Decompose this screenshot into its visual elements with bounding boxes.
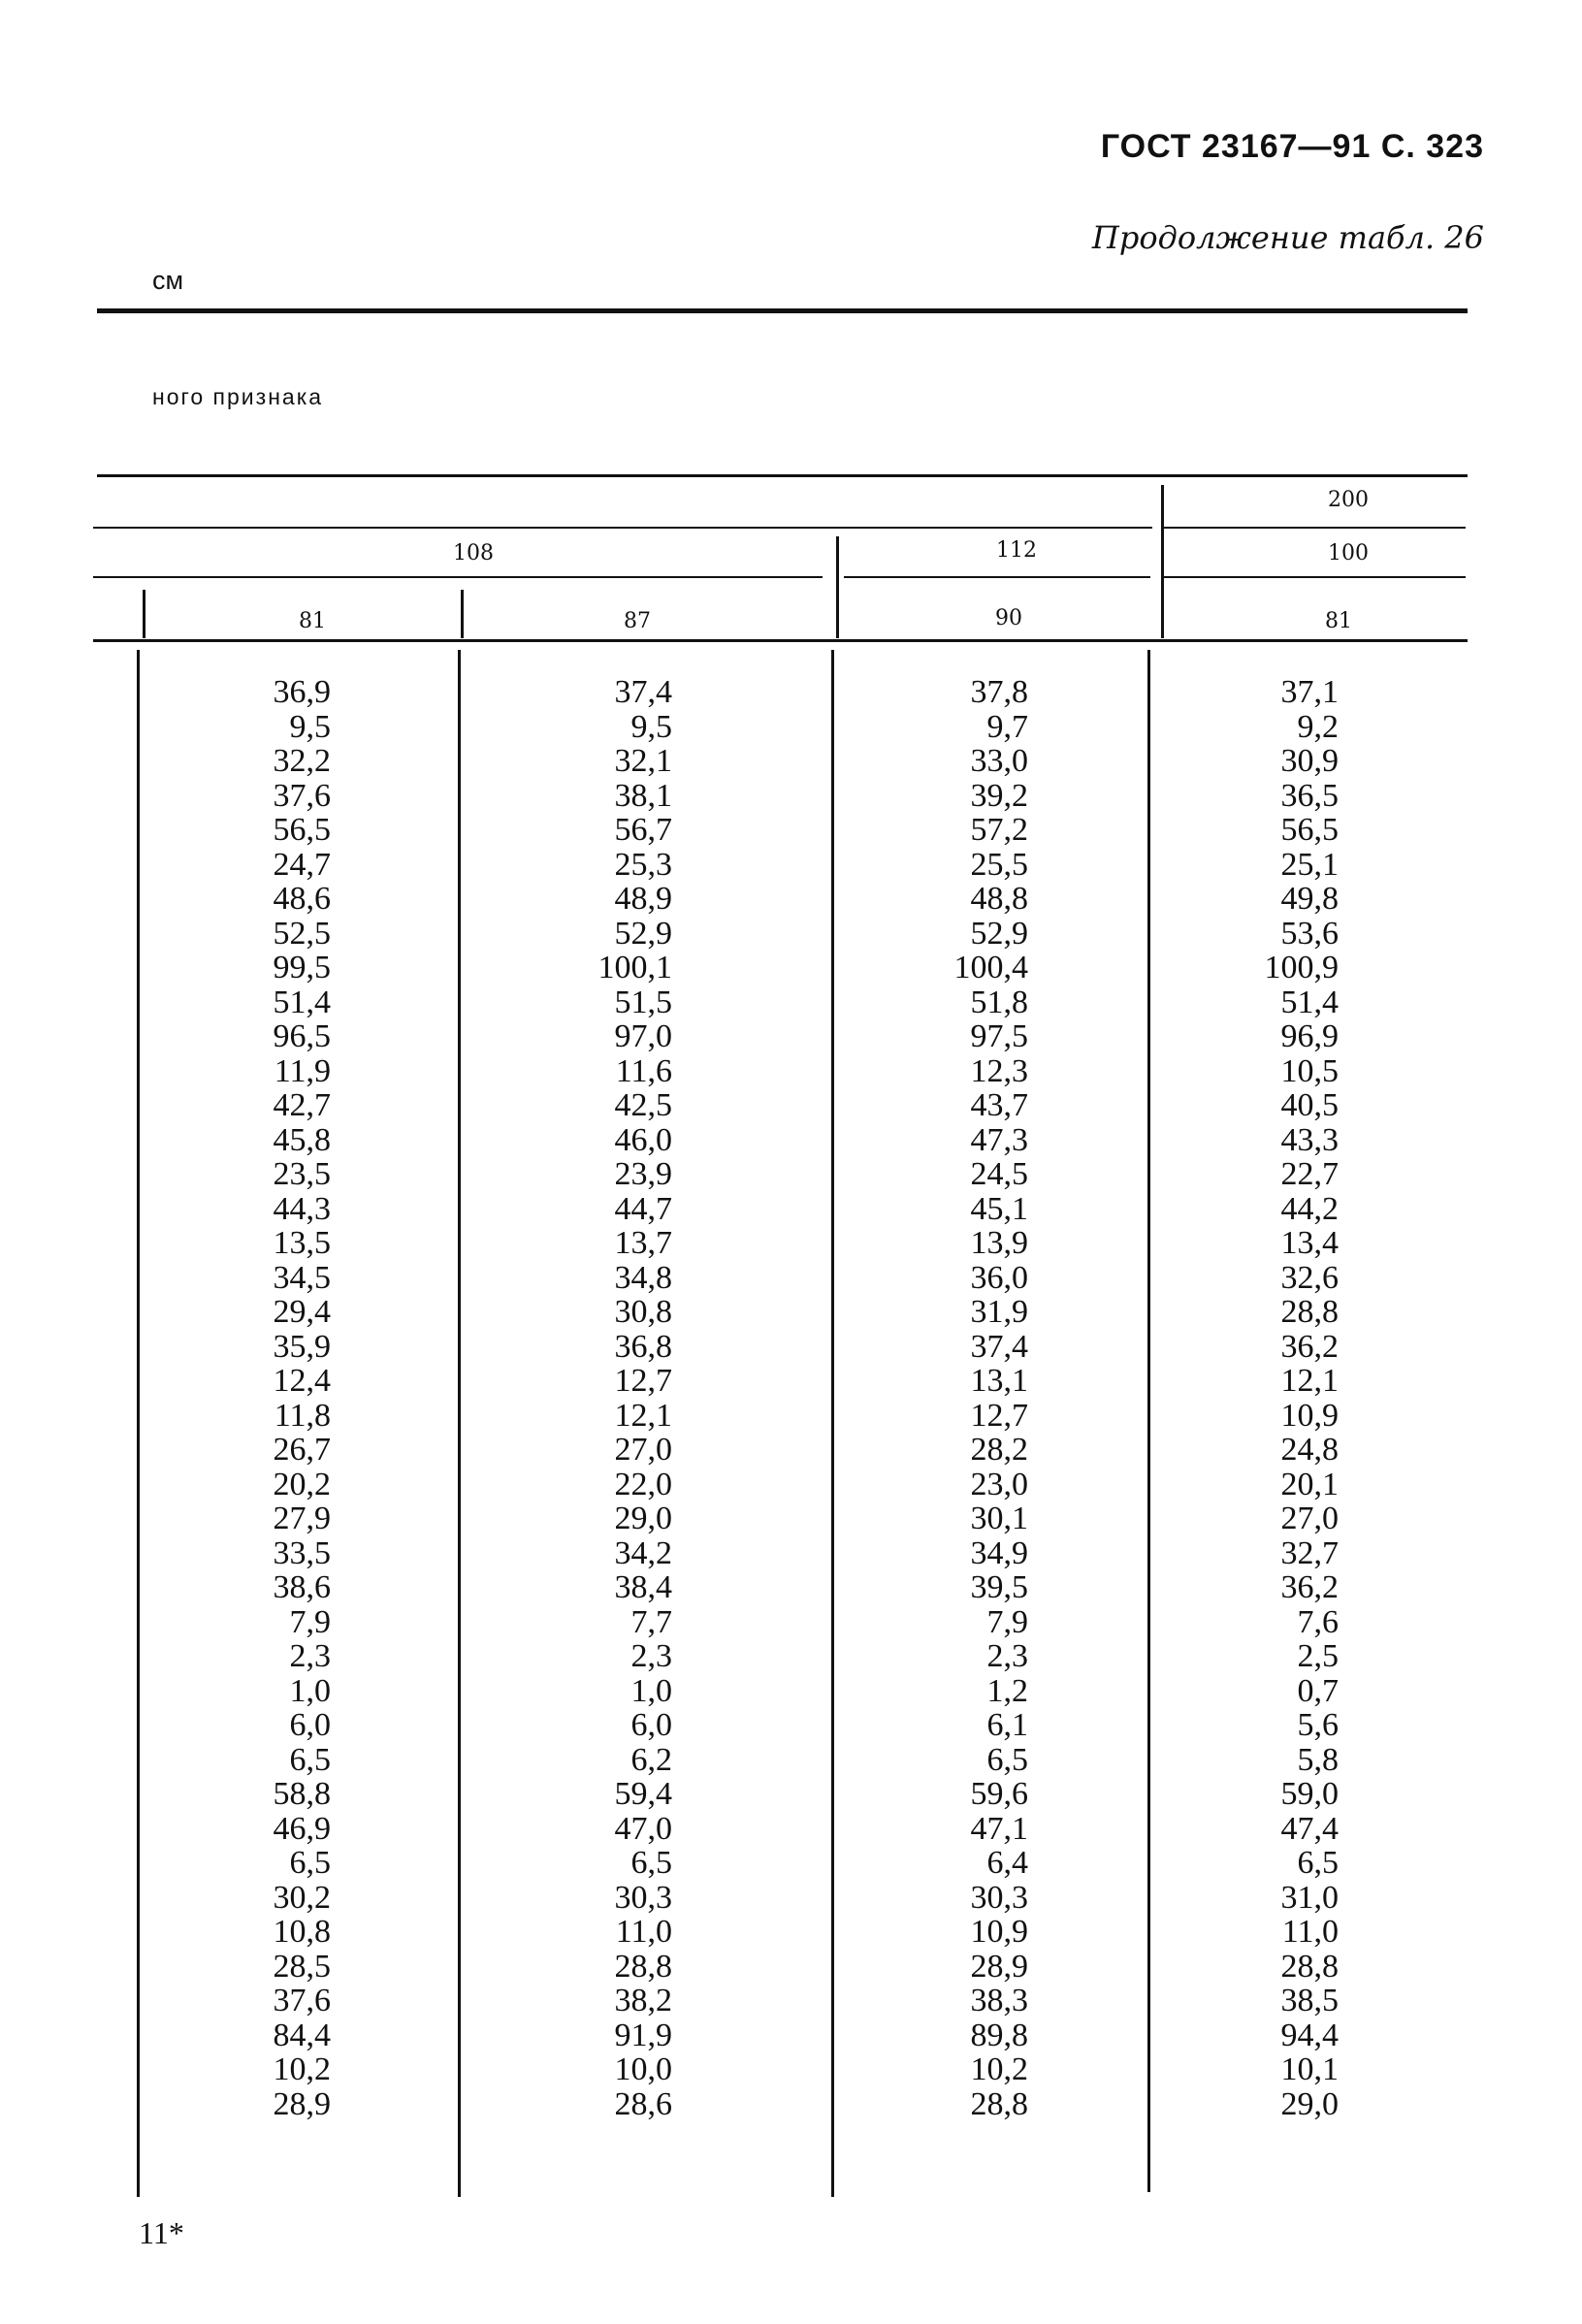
table-cell: 100,4	[953, 950, 1028, 985]
col23-divider-rule-body	[831, 650, 834, 2197]
table-cell: 91,9	[614, 2017, 672, 2053]
table-cell: 13,9	[970, 1225, 1028, 1261]
table-cell: 37,1	[1280, 674, 1339, 710]
table-cell: 12,4	[273, 1363, 331, 1399]
table-cell: 11,6	[615, 1052, 672, 1089]
table-cell: 12,7	[970, 1397, 1028, 1434]
table-cell: 33,5	[273, 1534, 331, 1571]
table-cell: 6,2	[630, 1741, 672, 1778]
table-cell: 12,7	[614, 1363, 672, 1399]
data-column-2	[598, 675, 673, 2121]
table-cell: 57,2	[970, 812, 1028, 848]
table-cell: 10,9	[1280, 1397, 1339, 1434]
table-cell: 28,9	[970, 1948, 1028, 1985]
table-cell: 84,4	[273, 2017, 331, 2053]
data-column-3	[954, 675, 1029, 2121]
table-cell: 24,7	[273, 846, 331, 883]
heading-fragment: ного признака	[152, 384, 324, 409]
top-rule	[97, 308, 1468, 313]
table-cell: 39,2	[970, 777, 1028, 814]
table-cell: 6,1	[986, 1707, 1028, 1743]
table-cell: 38,1	[614, 777, 672, 814]
table-cell: 22,0	[614, 1466, 672, 1502]
table-cell: 24,5	[970, 1156, 1028, 1192]
table-cell: 30,2	[273, 1879, 331, 1916]
table-cell: 32,7	[1280, 1534, 1339, 1571]
table-cell: 34,5	[273, 1259, 331, 1296]
table-cell: 20,2	[273, 1466, 331, 1502]
unit-label: см	[152, 266, 184, 295]
table-header-rule-3c	[1162, 576, 1466, 578]
table-cell: 28,6	[614, 2085, 672, 2122]
table-cell: 56,5	[273, 812, 331, 848]
table-cell: 2,5	[1297, 1638, 1339, 1674]
table-cell: 51,5	[614, 984, 672, 1020]
table-cell: 9,7	[986, 708, 1028, 745]
table-cell: 37,8	[970, 674, 1028, 710]
table-cell: 47,4	[1280, 1810, 1339, 1847]
table-cell: 13,5	[273, 1225, 331, 1261]
table-cell: 5,6	[1297, 1707, 1339, 1743]
table-cell: 12,1	[614, 1397, 672, 1434]
table-cell: 10,5	[1280, 1052, 1339, 1089]
table-cell: 43,3	[1280, 1121, 1339, 1158]
table-cell: 38,5	[1280, 1983, 1339, 2018]
table-cell: 34,2	[614, 1534, 672, 1571]
table-cell: 28,8	[970, 2085, 1028, 2122]
table-cell: 7,7	[630, 1603, 672, 1640]
table-cell: 5,8	[1297, 1741, 1339, 1778]
table-cell: 27,0	[1280, 1501, 1339, 1536]
table-cell: 99,5	[273, 950, 331, 985]
header-cell-108: 108	[453, 541, 494, 565]
table-cell: 38,4	[614, 1569, 672, 1605]
table-cell: 28,8	[1280, 1948, 1339, 1985]
table-cell: 2,3	[289, 1638, 331, 1674]
table-cell: 37,4	[614, 674, 672, 710]
table-cell: 6,0	[630, 1707, 672, 1743]
table-cell: 22,7	[1280, 1156, 1339, 1192]
table-cell: 30,3	[970, 1879, 1028, 1916]
table-cell: 59,6	[970, 1776, 1028, 1812]
table-cell: 7,9	[289, 1603, 331, 1640]
table-cell: 2,3	[630, 1638, 672, 1674]
header-cell-col4: 81	[1325, 609, 1352, 633]
table-cell: 53,6	[1280, 915, 1339, 952]
table-cell: 52,9	[970, 915, 1028, 952]
table-cell: 13,7	[614, 1225, 672, 1261]
table-cell: 36,9	[273, 674, 331, 710]
col12-divider-rule	[461, 590, 464, 638]
header-cell-100: 100	[1328, 541, 1369, 565]
table-cell: 46,0	[614, 1121, 672, 1158]
header-cell-col2: 87	[624, 609, 651, 633]
table-cell: 44,3	[273, 1190, 331, 1227]
header-cell-col3: 90	[995, 606, 1022, 630]
table-cell: 28,9	[273, 2085, 331, 2122]
table-cell: 49,8	[1280, 881, 1339, 917]
table-cell: 100,9	[1264, 950, 1339, 985]
table-cell: 37,6	[273, 777, 331, 814]
table-cell: 10,2	[970, 2051, 1028, 2087]
table-continuation-label: Продолжение табл. 26	[1091, 219, 1484, 256]
table-cell: 25,3	[614, 846, 672, 883]
table-cell: 48,9	[614, 881, 672, 917]
table-cell: 29,0	[1280, 2085, 1339, 2122]
table-cell: 48,6	[273, 881, 331, 917]
table-cell: 6,5	[630, 1845, 672, 1881]
table-cell: 52,9	[614, 915, 672, 952]
table-cell: 13,1	[970, 1363, 1028, 1399]
table-cell: 25,1	[1280, 846, 1339, 883]
table-cell: 52,5	[273, 915, 331, 952]
table-cell: 36,2	[1280, 1328, 1339, 1365]
table-cell: 1,0	[289, 1672, 331, 1709]
table-cell: 28,8	[1280, 1294, 1339, 1330]
table-cell: 31,9	[970, 1294, 1028, 1330]
table-cell: 47,1	[970, 1810, 1028, 1847]
table-cell: 45,1	[970, 1190, 1028, 1227]
table-header-rule-3b	[844, 576, 1150, 578]
col34-divider-rule	[1161, 485, 1164, 638]
table-cell: 28,8	[614, 1948, 672, 1985]
table-cell: 2,3	[986, 1638, 1028, 1674]
table-cell: 30,3	[614, 1879, 672, 1916]
col34-divider-rule-body	[1147, 650, 1150, 2192]
table-cell: 30,9	[1280, 743, 1339, 779]
table-cell: 33,0	[970, 743, 1028, 779]
table-cell: 51,4	[1280, 984, 1339, 1020]
table-cell: 96,9	[1280, 1018, 1339, 1054]
page-footer-mark: 11*	[139, 2215, 184, 2250]
table-cell: 32,2	[273, 743, 331, 779]
table-cell: 44,2	[1280, 1190, 1339, 1227]
table-cell: 42,5	[614, 1087, 672, 1123]
table-cell: 100,1	[597, 950, 672, 985]
table-cell: 26,7	[273, 1432, 331, 1468]
table-cell: 47,0	[614, 1810, 672, 1847]
data-column-4	[1265, 675, 1340, 2121]
table-cell: 58,8	[273, 1776, 331, 1812]
table-cell: 11,0	[1281, 1914, 1339, 1950]
table-cell: 10,2	[273, 2051, 331, 2087]
table-header-rule-1	[97, 474, 1468, 477]
table-cell: 36,5	[1280, 777, 1339, 814]
col1-left-rule-body	[137, 650, 140, 2197]
table-cell: 45,8	[273, 1121, 331, 1158]
table-header-rule-2a	[93, 527, 1152, 529]
table-cell: 27,0	[614, 1432, 672, 1468]
table-cell: 11,0	[615, 1914, 672, 1950]
col1-left-rule	[143, 590, 145, 638]
table-cell: 0,7	[1297, 1672, 1339, 1709]
table-cell: 38,6	[273, 1569, 331, 1605]
table-cell: 30,8	[614, 1294, 672, 1330]
table-cell: 11,9	[274, 1052, 331, 1089]
data-column-1	[274, 675, 332, 2121]
header-cell-112: 112	[996, 538, 1037, 563]
table-cell: 1,0	[630, 1672, 672, 1709]
table-cell: 59,4	[614, 1776, 672, 1812]
col23-divider-rule	[836, 536, 839, 638]
table-cell: 38,2	[614, 1983, 672, 2018]
table-cell: 35,9	[273, 1328, 331, 1365]
table-cell: 48,8	[970, 881, 1028, 917]
table-cell: 46,9	[273, 1810, 331, 1847]
table-cell: 7,6	[1297, 1603, 1339, 1640]
table-cell: 9,5	[289, 708, 331, 745]
table-cell: 10,0	[614, 2051, 672, 2087]
table-cell: 27,9	[273, 1501, 331, 1536]
table-cell: 97,5	[970, 1018, 1028, 1054]
table-cell: 13,4	[1280, 1225, 1339, 1261]
table-cell: 56,5	[1280, 812, 1339, 848]
table-cell: 37,6	[273, 1983, 331, 2018]
table-cell: 38,3	[970, 1983, 1028, 2018]
table-cell: 34,8	[614, 1259, 672, 1296]
table-header-rule-3a	[93, 576, 823, 578]
table-cell: 97,0	[614, 1018, 672, 1054]
table-cell: 6,5	[986, 1741, 1028, 1778]
table-cell: 59,0	[1280, 1776, 1339, 1812]
table-cell: 29,0	[614, 1501, 672, 1536]
table-cell: 29,4	[273, 1294, 331, 1330]
table-cell: 32,1	[614, 743, 672, 779]
table-cell: 40,5	[1280, 1087, 1339, 1123]
table-cell: 7,9	[986, 1603, 1028, 1640]
header-cell-200: 200	[1328, 488, 1369, 512]
table-cell: 36,2	[1280, 1569, 1339, 1605]
table-cell: 34,9	[970, 1534, 1028, 1571]
table-cell: 94,4	[1280, 2017, 1339, 2053]
table-cell: 6,5	[1297, 1845, 1339, 1881]
header-cell-col1: 81	[299, 609, 326, 633]
table-cell: 36,0	[970, 1259, 1028, 1296]
table-cell: 9,5	[630, 708, 672, 745]
table-header-rule-2b	[1162, 527, 1466, 529]
table-cell: 36,8	[614, 1328, 672, 1365]
table-cell: 6,5	[289, 1845, 331, 1881]
page-header-standard: ГОСТ 23167—91 С. 323	[1100, 128, 1484, 165]
table-cell: 51,4	[273, 984, 331, 1020]
table-cell: 25,5	[970, 846, 1028, 883]
table-cell: 9,2	[1297, 708, 1339, 745]
table-cell: 56,7	[614, 812, 672, 848]
table-cell: 37,4	[970, 1328, 1028, 1365]
table-cell: 12,3	[970, 1052, 1028, 1089]
table-cell: 96,5	[273, 1018, 331, 1054]
table-cell: 10,9	[970, 1914, 1028, 1950]
table-cell: 24,8	[1280, 1432, 1339, 1468]
table-cell: 12,1	[1280, 1363, 1339, 1399]
table-cell: 51,8	[970, 984, 1028, 1020]
table-cell: 31,0	[1280, 1879, 1339, 1916]
table-cell: 43,7	[970, 1087, 1028, 1123]
table-cell: 6,5	[289, 1741, 331, 1778]
table-cell: 1,2	[986, 1672, 1028, 1709]
table-cell: 28,5	[273, 1948, 331, 1985]
table-cell: 39,5	[970, 1569, 1028, 1605]
table-cell: 11,8	[274, 1397, 331, 1434]
table-cell: 30,1	[970, 1501, 1028, 1536]
table-cell: 89,8	[970, 2017, 1028, 2053]
table-cell: 23,9	[614, 1156, 672, 1192]
table-cell: 10,8	[273, 1914, 331, 1950]
table-cell: 42,7	[273, 1087, 331, 1123]
table-cell: 6,0	[289, 1707, 331, 1743]
table-cell: 23,5	[273, 1156, 331, 1192]
table-cell: 44,7	[614, 1190, 672, 1227]
table-cell: 32,6	[1280, 1259, 1339, 1296]
table-cell: 10,1	[1280, 2051, 1339, 2087]
table-cell: 28,2	[970, 1432, 1028, 1468]
col12-divider-rule-body	[458, 650, 461, 2197]
table-cell: 23,0	[970, 1466, 1028, 1502]
table-cell: 20,1	[1280, 1466, 1339, 1502]
table-cell: 6,4	[986, 1845, 1028, 1881]
table-header-bottom-rule	[93, 639, 1468, 642]
table-cell: 47,3	[970, 1121, 1028, 1158]
